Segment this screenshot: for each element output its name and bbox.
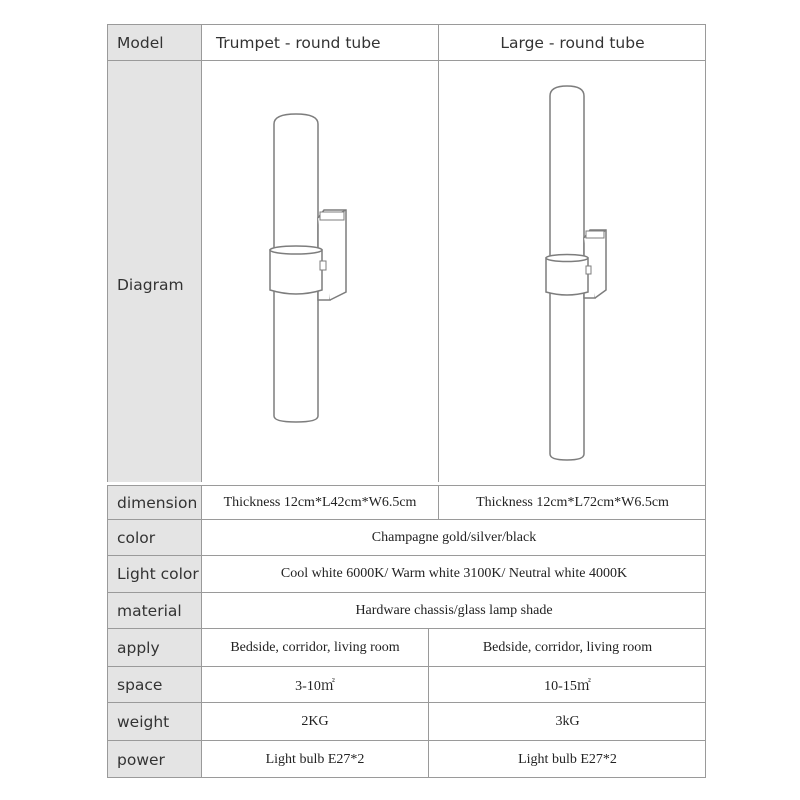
apply-col1: Bedside, corridor, living room	[201, 628, 428, 666]
apply-col2: Bedside, corridor, living room	[428, 628, 706, 666]
power-col2: Light bulb E27*2	[428, 740, 706, 778]
material-label: material	[107, 592, 201, 628]
dimension-label: dimension	[107, 485, 201, 519]
light-color-label: Light color	[107, 555, 201, 592]
weight-col1: 2KG	[201, 702, 428, 740]
weight-col2: 3kG	[428, 702, 706, 740]
color-label: color	[107, 519, 201, 555]
light-color-value: Cool white 6000K/ Warm white 3100K/ Neutral white 4000K	[201, 555, 706, 592]
diagram-label: Diagram	[107, 60, 201, 508]
material-value: Hardware chassis/glass lamp shade	[201, 592, 706, 628]
model-col2-header: Large - round tube	[438, 24, 706, 60]
weight-label: weight	[107, 702, 201, 740]
space-col2: 10-15㎡	[428, 666, 706, 702]
dimension-col2: Thickness 12cm*L72cm*W6.5cm	[438, 485, 706, 519]
space-label: space	[107, 666, 201, 702]
power-label: power	[107, 740, 201, 778]
power-col1: Light bulb E27*2	[201, 740, 428, 778]
apply-label: apply	[107, 628, 201, 666]
model-col1-header: Trumpet - round tube	[201, 24, 438, 60]
trumpet-round-tube-lamp-icon	[262, 108, 352, 428]
space-col1: 3-10㎡	[201, 666, 428, 702]
color-value: Champagne gold/silver/black	[201, 519, 706, 555]
dimension-col1: Thickness 12cm*L42cm*W6.5cm	[201, 485, 438, 519]
model-label: Model	[107, 24, 201, 60]
large-round-tube-lamp-icon	[540, 82, 620, 464]
